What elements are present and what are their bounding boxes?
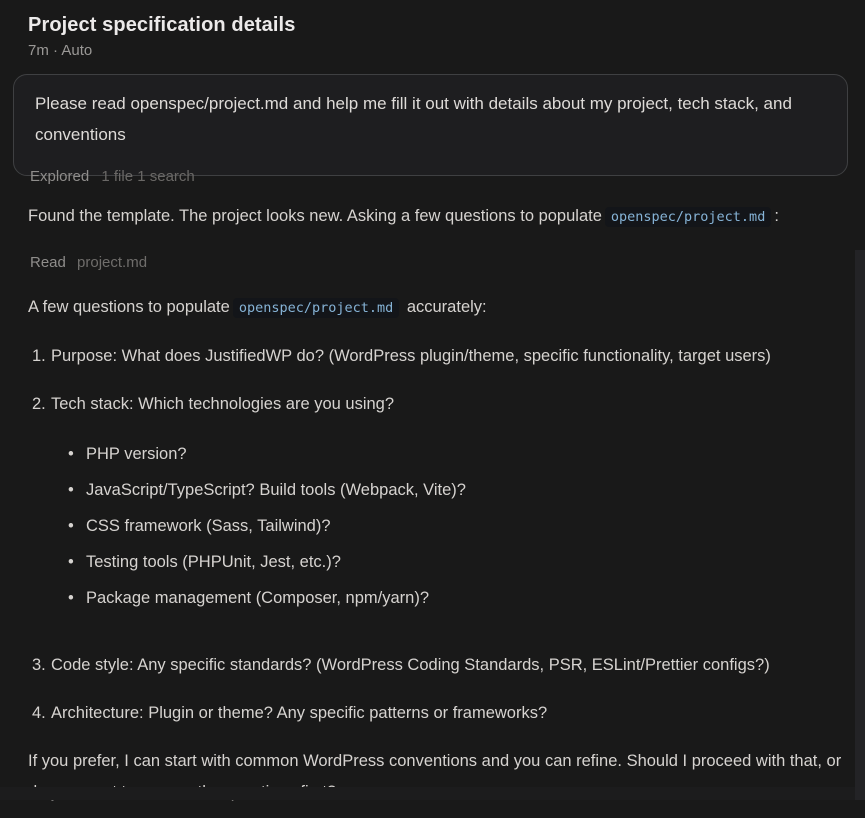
- paragraph-text: :: [774, 207, 779, 225]
- question-item-code-style: [32, 650, 844, 681]
- question-text: Code style: Any specific standards? (WordPress Coding Standards, PSR, ESLint/Prettier configs?): [51, 656, 770, 674]
- sub-question-text: Testing tools (PHPUnit, Jest, etc.)?: [86, 553, 341, 571]
- question-text: Purpose: What does JustifiedWP do? (WordPress plugin/theme, specific functionality, target users): [51, 347, 771, 365]
- tool-row-read[interactable]: [30, 253, 865, 273]
- bullet-icon: •: [68, 481, 74, 499]
- assistant-lead-paragraph: [28, 292, 845, 324]
- inline-code-chip: openspec/project.md: [605, 207, 771, 227]
- question-item-purpose: [32, 341, 844, 372]
- tool-row-explored-text: [30, 167, 865, 187]
- assistant-closing-paragraph: If you prefer, I can start with common WordPress conventions and you can refine. Should I proceed with that, or: [28, 752, 842, 770]
- paragraph-text: A few questions to populate: [28, 298, 230, 316]
- paragraph-text: accurately:: [402, 298, 487, 316]
- question-number: 3.: [32, 656, 46, 674]
- tool-detail-label: 1 file 1 search: [101, 168, 195, 185]
- sub-question-text: Package management (Composer, npm/yarn)?: [86, 589, 430, 607]
- tool-row-explored[interactable]: [30, 167, 865, 185]
- sub-question-testing: [68, 547, 844, 578]
- inline-code-chip: openspec/project.md: [233, 298, 399, 318]
- question-number: 2.: [32, 395, 46, 413]
- bullet-icon: •: [68, 589, 74, 607]
- sub-question-js: [68, 475, 844, 506]
- bottom-edge: [0, 787, 855, 800]
- scrollbar-thumb[interactable]: [855, 250, 865, 800]
- sub-question-packages: [68, 583, 844, 614]
- tech-stack-sublist: [68, 439, 844, 614]
- question-text: [51, 389, 844, 633]
- sub-question-css: [68, 511, 844, 542]
- sub-question-text: PHP version?: [86, 445, 187, 463]
- bullet-icon: •: [68, 517, 74, 535]
- conversation-header: [0, 0, 865, 59]
- elapsed-time: 7m: [28, 42, 49, 59]
- sub-question-text: JavaScript/TypeScript? Build tools (Webpack, Vite)?: [86, 481, 466, 499]
- assistant-intro-paragraph: [28, 201, 845, 233]
- sub-question-php: [68, 439, 844, 470]
- bullet-icon: •: [68, 445, 74, 463]
- question-text-label: Tech stack: Which technologies are you using?: [51, 395, 395, 413]
- question-item-tech-stack: [32, 389, 844, 633]
- question-list: [32, 341, 844, 729]
- question-item-architecture: [32, 698, 844, 729]
- tool-action-label: Read: [30, 254, 66, 271]
- page-title: Project specification details: [28, 14, 296, 36]
- conversation-meta: [28, 42, 837, 59]
- tool-target-file: project.md: [77, 254, 148, 271]
- user-message-bubble[interactable]: [13, 74, 848, 176]
- question-number: 4.: [32, 704, 46, 722]
- tool-action-label: Explored: [30, 168, 90, 185]
- mode-label: Auto: [61, 42, 93, 59]
- question-text: Architecture: Plugin or theme? Any specific patterns or frameworks?: [51, 704, 548, 722]
- meta-separator: ·: [53, 42, 59, 59]
- paragraph-text: Found the template. The project looks new. Asking a few questions to populate: [28, 207, 602, 225]
- question-number: 1.: [32, 347, 46, 365]
- bullet-icon: •: [68, 553, 74, 571]
- user-message-text: Please read openspec/project.md and help me fill it out with details about my project, tech stack, and conventions: [35, 94, 792, 144]
- sub-question-text: CSS framework (Sass, Tailwind)?: [86, 517, 331, 535]
